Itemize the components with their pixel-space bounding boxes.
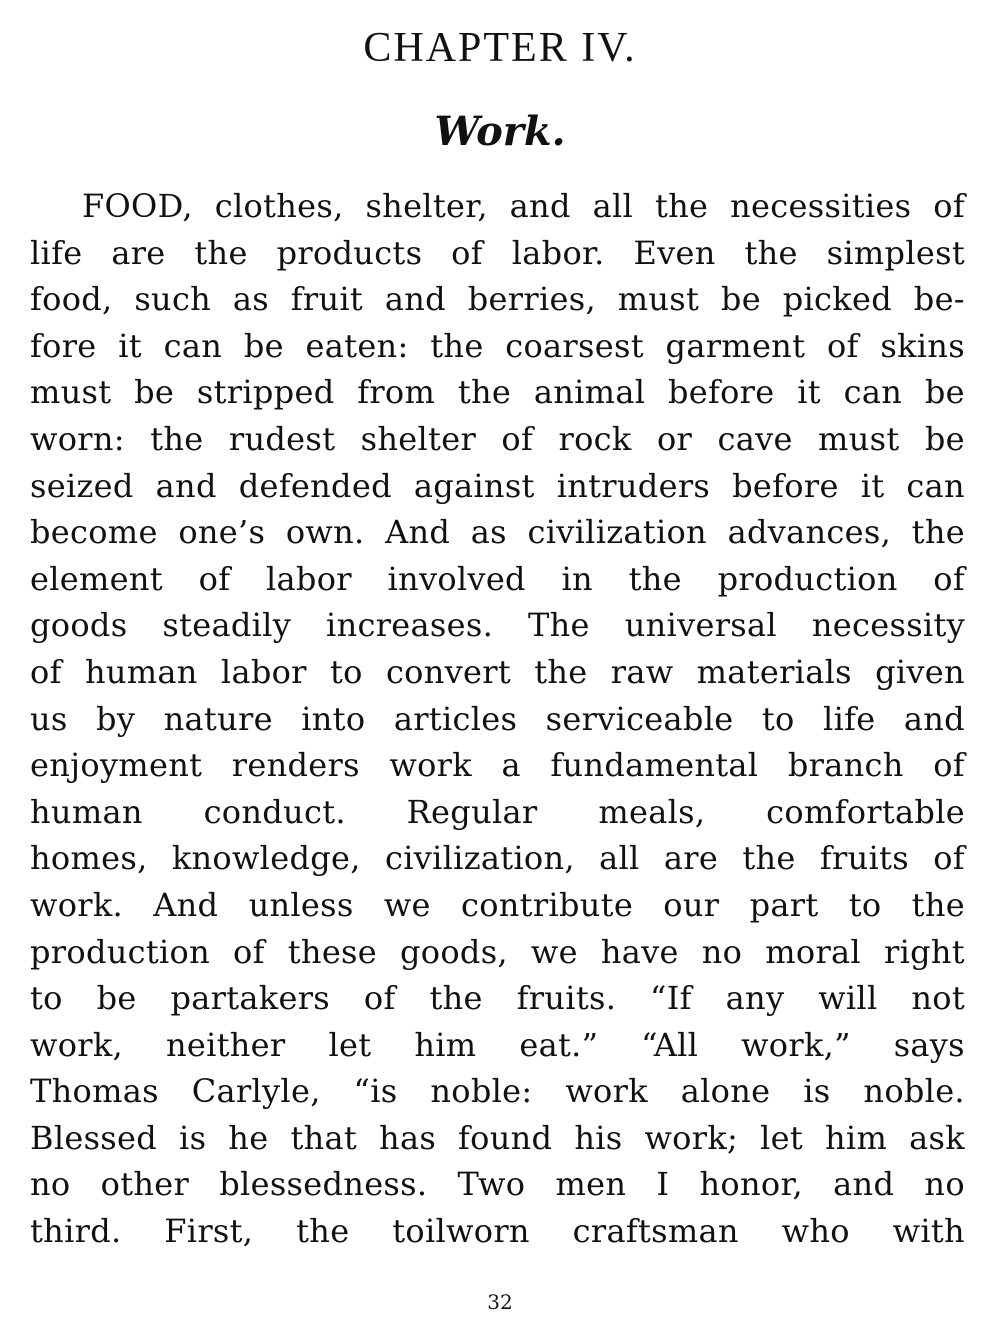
- word: civilization,: [384, 839, 575, 878]
- word: “If: [650, 979, 692, 1018]
- word: not: [911, 979, 965, 1018]
- word: labor: [266, 559, 352, 598]
- word: human: [84, 652, 198, 691]
- word: ask: [909, 1118, 965, 1157]
- word: be: [924, 419, 965, 458]
- word: noble.: [863, 1072, 965, 1111]
- word: partakers: [170, 979, 331, 1018]
- word: be: [924, 373, 965, 412]
- word: of: [198, 559, 231, 598]
- text-line: [30, 1161, 965, 1208]
- word: goods,: [400, 932, 508, 971]
- word: to: [848, 885, 882, 924]
- word: to: [30, 979, 63, 1018]
- word: against: [413, 466, 535, 505]
- word: we: [383, 885, 431, 924]
- text-line: [30, 509, 965, 556]
- word: before: [667, 373, 775, 412]
- word: craftsman: [572, 1212, 739, 1251]
- word: it: [797, 373, 821, 412]
- word: worn:: [30, 419, 125, 458]
- word: let: [760, 1118, 804, 1157]
- word: must: [617, 280, 700, 319]
- word: work;: [644, 1118, 739, 1157]
- word: stripped: [196, 373, 335, 412]
- word: all: [592, 187, 634, 225]
- word: in: [561, 559, 593, 598]
- word: rudest: [228, 419, 336, 458]
- word: seized: [30, 466, 134, 505]
- word: the: [150, 419, 204, 458]
- word: the: [457, 373, 512, 412]
- text-line: [30, 556, 965, 603]
- word: become: [30, 513, 158, 552]
- word: alone: [680, 1072, 771, 1111]
- word: production: [30, 932, 211, 971]
- word: of: [363, 979, 396, 1018]
- word: toilworn: [392, 1212, 530, 1251]
- word: such: [134, 280, 212, 319]
- text-line: [30, 696, 965, 743]
- text-line: [30, 369, 965, 416]
- word: it: [860, 466, 885, 505]
- word: Thomas: [30, 1072, 159, 1111]
- word: moral: [765, 932, 861, 971]
- word: or: [656, 419, 693, 458]
- word: any: [725, 979, 785, 1018]
- word: picked: [782, 280, 892, 319]
- word: of: [933, 746, 965, 785]
- word: of: [233, 932, 265, 971]
- word: nature: [163, 699, 273, 738]
- word: is: [179, 1118, 207, 1157]
- word: intruders: [556, 466, 711, 505]
- word: involved: [387, 559, 526, 598]
- word: eaten:: [305, 326, 409, 365]
- word: be: [134, 373, 175, 412]
- word: coarsest: [505, 326, 644, 365]
- text-line: [30, 789, 965, 836]
- word: animal: [533, 373, 646, 412]
- text-line: [30, 882, 965, 929]
- word: universal: [624, 606, 777, 645]
- word: as: [232, 280, 269, 319]
- word: of: [933, 839, 965, 878]
- word: labor.: [511, 233, 605, 272]
- word: First,: [164, 1212, 254, 1251]
- word: meals,: [598, 792, 706, 831]
- word: And: [385, 513, 451, 552]
- word: can: [163, 326, 223, 365]
- word: the: [742, 839, 796, 878]
- word: honor,: [699, 1165, 804, 1204]
- word: conduct.: [203, 792, 346, 831]
- word: serviceable: [545, 699, 734, 738]
- word: it: [118, 326, 142, 365]
- word: defended: [238, 466, 392, 505]
- word: says: [893, 1025, 965, 1064]
- word: of: [933, 187, 965, 225]
- word: has: [379, 1118, 437, 1157]
- word: and: [155, 466, 217, 505]
- word: can: [906, 466, 965, 505]
- word: as: [470, 513, 507, 552]
- word: the: [628, 559, 682, 598]
- chapter-heading: CHAPTER IV.: [363, 25, 637, 71]
- text-line: [30, 1208, 965, 1255]
- word: fruit: [290, 280, 364, 319]
- word: a: [501, 746, 521, 785]
- word: our: [663, 885, 720, 924]
- text-line: [30, 742, 965, 789]
- word: enjoyment: [30, 746, 203, 785]
- text-line: [30, 929, 965, 976]
- word: civilization: [527, 513, 707, 552]
- word: no: [924, 1165, 965, 1204]
- word: be: [720, 280, 761, 319]
- word: products: [276, 233, 423, 272]
- word: and: [903, 699, 965, 738]
- word: given: [875, 652, 965, 691]
- text-line: [30, 463, 965, 510]
- word: advances,: [727, 513, 892, 552]
- word: I: [656, 1165, 670, 1204]
- word: men: [555, 1165, 627, 1204]
- word: simplest: [826, 233, 965, 272]
- word: found: [458, 1118, 553, 1157]
- word: no: [30, 1165, 71, 1204]
- word: work.: [30, 885, 124, 924]
- word: of: [933, 559, 965, 598]
- text-line: [30, 975, 965, 1022]
- word: the: [911, 885, 965, 924]
- word: work,”: [741, 1025, 851, 1064]
- word: work,: [30, 1025, 124, 1064]
- word: the: [296, 1212, 350, 1251]
- word: of: [501, 419, 534, 458]
- word: before: [732, 466, 839, 505]
- word: fore: [30, 326, 97, 365]
- word: “is: [353, 1072, 398, 1111]
- text-line: [30, 835, 965, 882]
- text-line: [30, 1068, 965, 1115]
- word: that: [290, 1118, 358, 1157]
- word: third.: [30, 1212, 122, 1251]
- word: noble:: [430, 1072, 533, 1111]
- word: Carlyle,: [191, 1072, 321, 1111]
- word: Blessed: [30, 1118, 158, 1157]
- word: he: [228, 1118, 269, 1157]
- word: who: [781, 1212, 850, 1251]
- word: and: [384, 280, 446, 319]
- word: garment: [665, 326, 806, 365]
- text-line: [30, 1115, 965, 1162]
- text-line: [30, 230, 965, 277]
- word: The: [528, 606, 590, 645]
- word: Even: [633, 233, 716, 272]
- word: be-: [913, 280, 965, 319]
- word: the: [534, 652, 588, 691]
- word: the: [911, 513, 965, 552]
- word: are: [111, 233, 166, 272]
- word: Two: [457, 1165, 526, 1204]
- word: these: [287, 932, 378, 971]
- word: rock: [558, 419, 632, 458]
- word: unless: [248, 885, 354, 924]
- word: him: [414, 1025, 477, 1064]
- word: knowledge,: [171, 839, 361, 878]
- word: cave: [717, 419, 793, 458]
- word: labor: [220, 652, 307, 691]
- word: human: [30, 792, 143, 831]
- word: no: [701, 932, 743, 971]
- word: skins: [880, 326, 965, 365]
- word: own.: [285, 513, 365, 552]
- word: materials: [696, 652, 852, 691]
- word: Regular: [406, 792, 538, 831]
- word: convert: [385, 652, 512, 691]
- word: articles: [393, 699, 518, 738]
- word: food,: [30, 280, 113, 319]
- word: comfortable: [766, 792, 965, 831]
- word: let: [328, 1025, 372, 1064]
- word: are: [663, 839, 719, 878]
- text-line: [30, 323, 965, 370]
- text-line: [30, 1022, 965, 1069]
- word: production: [717, 559, 898, 598]
- word: and: [833, 1165, 895, 1204]
- word: us: [30, 699, 68, 738]
- word: is: [803, 1072, 831, 1111]
- chapter-title: Work.: [434, 108, 566, 155]
- word: have: [600, 932, 679, 971]
- word: clothes,: [214, 187, 344, 225]
- word: right: [883, 932, 965, 971]
- word: the: [429, 979, 483, 1018]
- word: element: [30, 559, 163, 598]
- word: can: [843, 373, 903, 412]
- word: contribute: [460, 885, 634, 924]
- word: one’s: [178, 513, 266, 552]
- word: goods: [30, 606, 128, 645]
- word: fruits.: [516, 979, 617, 1018]
- text-line: [30, 183, 965, 230]
- word: work: [389, 746, 472, 785]
- word: other: [100, 1165, 190, 1204]
- text-line: [30, 276, 965, 323]
- word: to: [329, 652, 363, 691]
- word: we: [530, 932, 578, 971]
- word: part: [749, 885, 819, 924]
- word: increases.: [326, 606, 494, 645]
- word: And: [153, 885, 219, 924]
- word: by: [96, 699, 136, 738]
- word: be: [96, 979, 137, 1018]
- word: into: [301, 699, 366, 738]
- word: renders: [231, 746, 360, 785]
- word: shelter,: [365, 187, 488, 225]
- text-line: [30, 416, 965, 463]
- text-line: [30, 602, 965, 649]
- word: must: [30, 373, 112, 412]
- word: fundamental: [550, 746, 759, 785]
- word: the: [744, 233, 798, 272]
- word: to: [761, 699, 795, 738]
- word: berries,: [467, 280, 596, 319]
- text-line: [30, 649, 965, 696]
- word: steadily: [162, 606, 292, 645]
- word: must: [818, 419, 900, 458]
- word: of: [30, 652, 62, 691]
- word: of: [826, 326, 859, 365]
- word: the: [194, 233, 248, 272]
- body-paragraph: [30, 183, 965, 1255]
- word: necessities: [730, 187, 912, 225]
- word: the: [654, 187, 709, 225]
- word: life: [823, 699, 876, 738]
- word: him: [825, 1118, 888, 1157]
- word: life: [30, 233, 83, 272]
- word: branch: [787, 746, 904, 785]
- word: all: [599, 839, 640, 878]
- word: neither: [165, 1025, 286, 1064]
- word: of: [451, 233, 483, 272]
- word: with: [892, 1212, 965, 1251]
- word: and: [509, 187, 571, 225]
- word: shelter: [360, 419, 477, 458]
- word: raw: [610, 652, 674, 691]
- word: work: [565, 1072, 648, 1111]
- word: from: [357, 373, 436, 412]
- word: necessity: [811, 606, 965, 645]
- word: blessedness.: [219, 1165, 428, 1204]
- word: be: [243, 326, 284, 365]
- page-number: 32: [487, 1290, 513, 1314]
- word: eat.”: [519, 1025, 599, 1064]
- word: FOOD,: [82, 187, 193, 225]
- word: fruits: [819, 839, 909, 878]
- word: “All: [641, 1025, 699, 1064]
- word: his: [574, 1118, 623, 1157]
- word: will: [818, 979, 878, 1018]
- word: homes,: [30, 839, 148, 878]
- word: the: [430, 326, 484, 365]
